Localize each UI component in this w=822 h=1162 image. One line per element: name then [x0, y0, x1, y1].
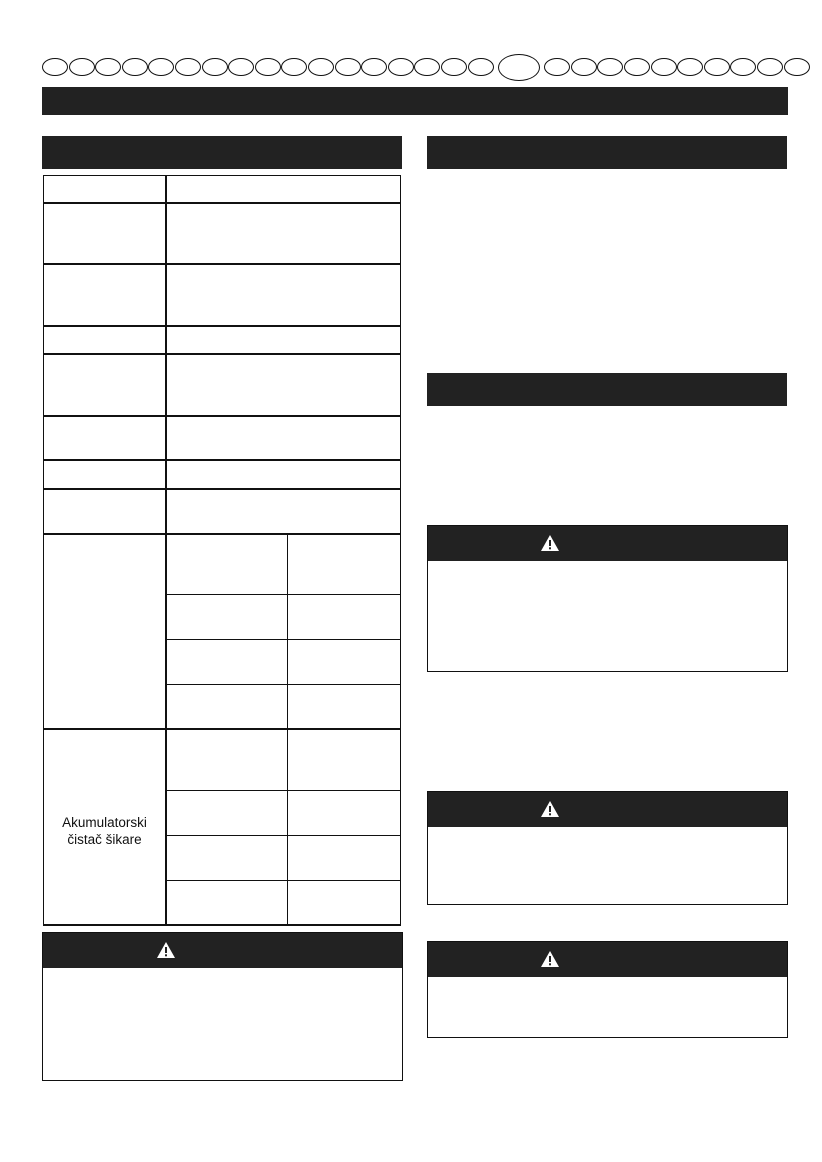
language-tab[interactable] — [281, 58, 307, 76]
section-header-right-2 — [427, 373, 787, 406]
language-tab[interactable] — [624, 58, 650, 76]
section-header-right-1 — [427, 136, 787, 169]
language-tab[interactable] — [255, 58, 281, 76]
language-tab[interactable] — [308, 58, 334, 76]
language-tab[interactable] — [468, 58, 494, 76]
language-tab[interactable] — [730, 58, 756, 76]
warning-header — [428, 792, 787, 827]
language-tab[interactable] — [757, 58, 783, 76]
warning-triangle-icon — [540, 800, 560, 818]
warning-box — [42, 932, 403, 1081]
language-tab-active[interactable] — [498, 54, 540, 81]
language-tab[interactable] — [414, 58, 440, 76]
language-tab[interactable] — [361, 58, 387, 76]
warning-triangle-icon — [540, 534, 560, 552]
warning-header — [428, 942, 787, 977]
language-tabs — [42, 54, 788, 82]
page-title-bar — [42, 87, 788, 115]
language-tab[interactable] — [784, 58, 810, 76]
language-tab[interactable] — [544, 58, 570, 76]
section-header-technical-data — [42, 136, 402, 169]
language-tab[interactable] — [704, 58, 730, 76]
language-tab[interactable] — [335, 58, 361, 76]
warning-box — [427, 791, 788, 905]
language-tab[interactable] — [95, 58, 121, 76]
warning-header — [428, 526, 787, 561]
warning-box — [427, 941, 788, 1038]
warning-box — [427, 525, 788, 672]
language-tab[interactable] — [677, 58, 703, 76]
warning-triangle-icon — [156, 941, 176, 959]
language-tab[interactable] — [571, 58, 597, 76]
language-tab[interactable] — [228, 58, 254, 76]
language-tab[interactable] — [597, 58, 623, 76]
language-tab[interactable] — [202, 58, 228, 76]
language-tab[interactable] — [441, 58, 467, 76]
language-tab[interactable] — [175, 58, 201, 76]
language-tab[interactable] — [69, 58, 95, 76]
language-tab[interactable] — [122, 58, 148, 76]
language-tab[interactable] — [148, 58, 174, 76]
product-label: Akumulatorski čistač šikare — [62, 815, 147, 847]
language-tab[interactable] — [42, 58, 68, 76]
language-tab[interactable] — [388, 58, 414, 76]
warning-header — [43, 933, 402, 968]
language-tab[interactable] — [651, 58, 677, 76]
warning-triangle-icon — [540, 950, 560, 968]
